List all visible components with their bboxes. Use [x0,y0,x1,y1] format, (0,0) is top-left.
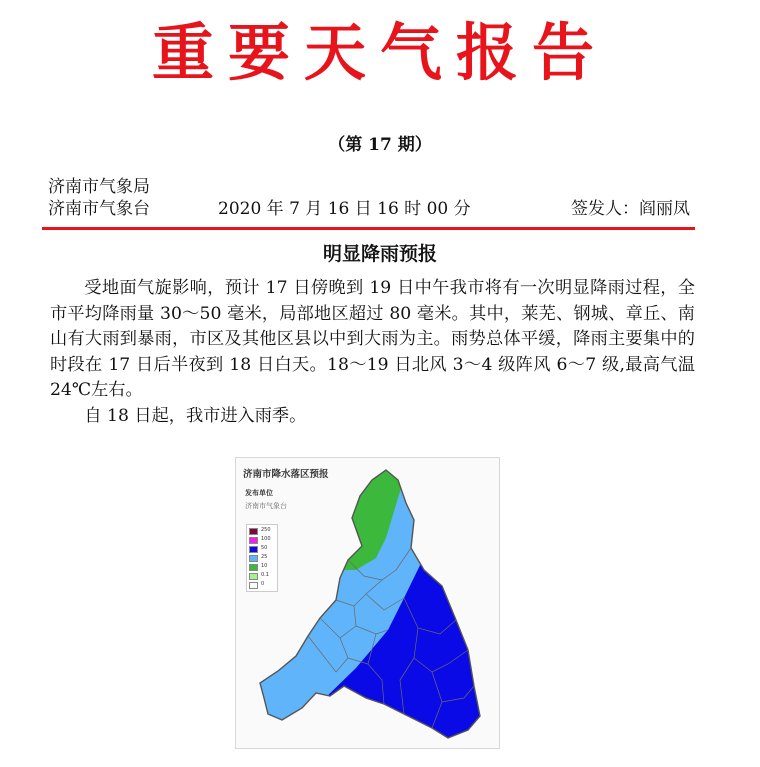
legend-label: 10 [261,563,268,569]
map-publisher: 济南市气象台 [245,502,287,510]
sender-bureau: 济南市气象局 [48,177,150,197]
legend-row [249,555,275,562]
legend-label: 100 [261,536,271,542]
legend-label: 250 [261,527,271,533]
legend-swatch [249,528,258,535]
issue-datetime: 2020 年 7 月 16 日 16 时 00 分 [218,199,471,219]
legend-row [249,573,275,580]
map-legend [246,524,278,592]
legend-swatch [249,582,258,589]
article-title: 明显降雨预报 [322,243,437,265]
legend-label: 25 [261,554,268,560]
legend-row [249,582,275,589]
legend-swatch [249,564,258,571]
legend-row [249,537,275,544]
legend-swatch [249,537,258,544]
signer: 签发人：阎丽凤 [571,199,690,219]
legend-row [249,546,275,553]
legend-label: 0.1 [261,572,269,578]
article-body [50,276,695,430]
article-paragraph: 自 18 日起，我市进入雨季。 [84,405,307,426]
legend-row [249,564,275,571]
legend-swatch [249,546,258,553]
article-paragraph: 受地面气旋影响，预计 17 日傍晚到 19 日中午我市将有一次明显降雨过程，全市平均降雨量 30～50 毫米，局部地区超过 80 毫米。其中，莱芜、钢城、章丘、南山有大雨到暴雨，市区及其他区县以中到大雨为主。雨势总体平缓，降雨主要集中的时段在 17 日后半夜到 18 日白天。18～19 日北风 3～4 级阵风 6～7 级,最高气温 24℃左右。 [50,278,695,401]
map-title: 济南市降水落区预报 [243,469,329,480]
legend-swatch [249,555,258,562]
rainfall-forecast-map [235,457,500,749]
red-divider [42,227,695,230]
report-title: 重要天气报告 [151,16,608,89]
issue-number: （第 17 期） [328,135,432,155]
legend-row [249,528,275,535]
legend-label: 0 [261,581,265,587]
sender-observatory: 济南市气象台 [48,199,150,219]
legend-label: 50 [261,545,268,551]
legend-swatch [249,573,258,580]
map-publisher-label: 发布单位 [245,489,273,497]
